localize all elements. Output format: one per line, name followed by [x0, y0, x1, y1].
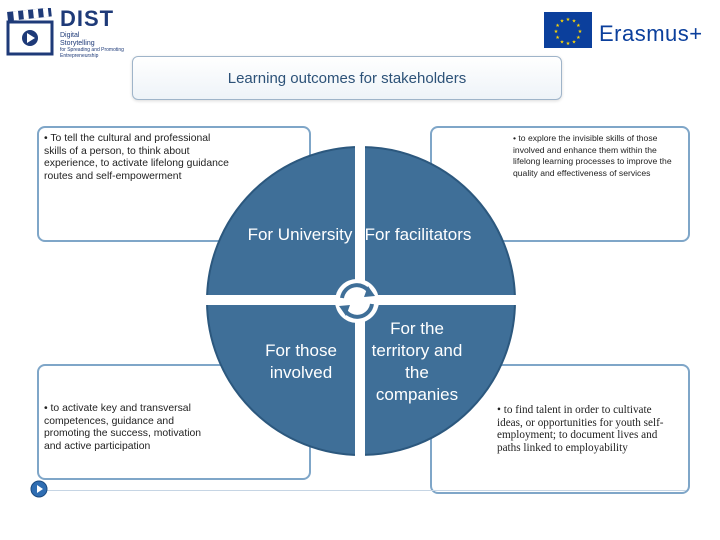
callout-territory-text: • to find talent in order to cultivate ideas, or opportunities for youth self-employment; to document lives and paths linked to employability: [497, 404, 664, 454]
quadrant-facilitators: For facilitators: [364, 225, 472, 244]
clapperboard-icon: [6, 8, 54, 56]
svg-text:★: ★: [576, 23, 581, 29]
svg-text:★: ★: [576, 35, 581, 41]
svg-text:★: ★: [565, 17, 571, 23]
svg-text:★: ★: [577, 29, 583, 35]
erasmus-label: Erasmus+: [599, 21, 703, 46]
callout-university-text: • To tell the cultural and professional skills of a person, to think about experience, to activate lifelong guidance routes and self-empowerment: [44, 133, 229, 182]
dist-logo: [4, 4, 154, 60]
svg-text:★: ★: [555, 35, 560, 41]
svg-text:★: ★: [559, 18, 565, 25]
footer-divider: [40, 490, 686, 491]
quadrant-territory: For the territory and the companies: [371, 319, 463, 404]
play-icon[interactable]: [30, 480, 48, 498]
svg-text:★: ★: [555, 23, 560, 29]
eu-flag-icon: [544, 12, 592, 48]
svg-text:★: ★: [571, 18, 577, 25]
svg-text:★: ★: [559, 39, 565, 46]
logo-subtitle: Digital Storytelling: [60, 32, 95, 47]
callout-involved-text: • to activate key and transversal competences, guidance and promoting the success, motivation and active participation: [44, 403, 202, 452]
page-title: Learning outcomes for stakeholders: [227, 69, 467, 87]
svg-text:★: ★: [553, 29, 559, 35]
svg-text:★: ★: [565, 41, 571, 47]
logo-title: DIST: [60, 6, 115, 31]
logo-tagline: for Spreading and Promoting Entrepreneurship: [60, 47, 124, 59]
erasmus-logo: [544, 12, 720, 52]
cycle-arrows-icon: [332, 276, 382, 326]
title-box: [132, 56, 562, 100]
svg-text:★: ★: [571, 39, 577, 46]
quadrant-university: For University: [247, 225, 353, 244]
quadrant-involved: For those involved: [265, 341, 337, 382]
callout-facilitators-text: • to explore the invisible skills of those involved and enhance them within the lifelong learning processes to improve the quality and effectiveness of services: [513, 133, 672, 178]
